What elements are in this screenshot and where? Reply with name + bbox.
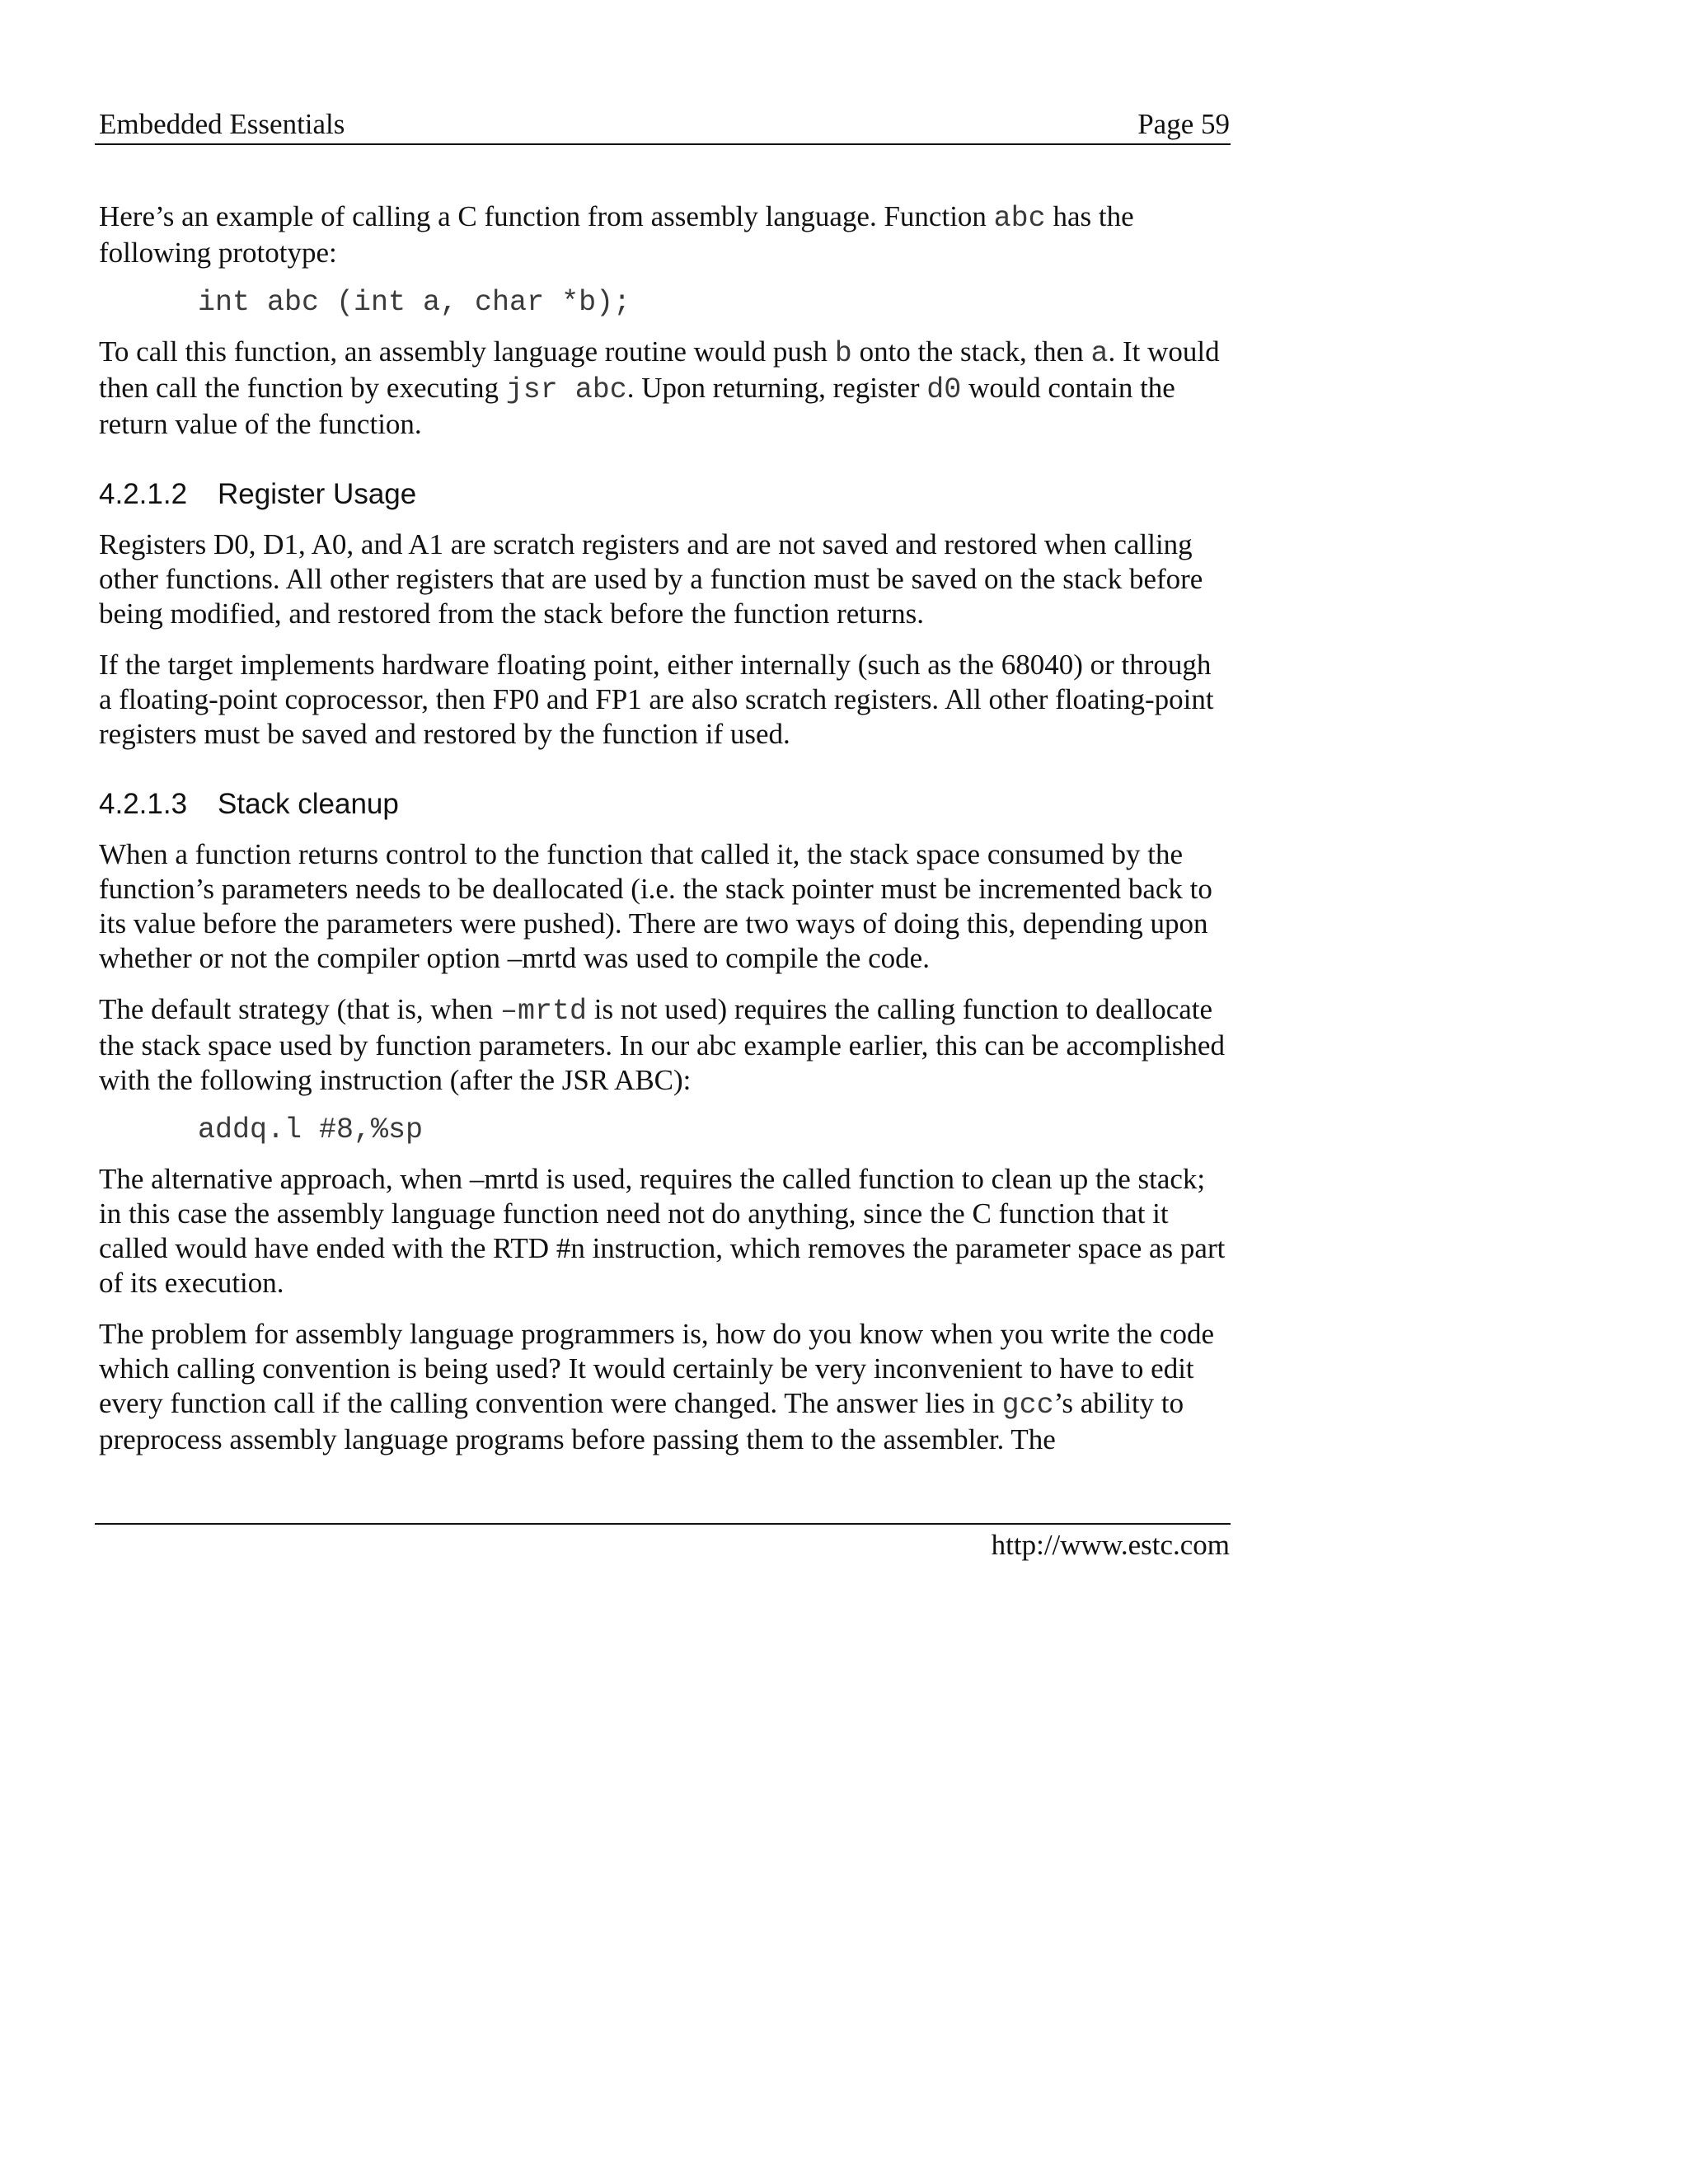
footer-rule bbox=[95, 1523, 1231, 1525]
inline-code-b: b bbox=[834, 337, 852, 370]
paragraph-stack-dealloc: When a function returns control to the function that called it, the stack space consumed by the function’s parameters needs to be deallocated (i.e. the stack pointer must be incremented back to its value before the parameters were pushed). There are two ways of doing this, depending upon whether or not the compiler option –mrtd was used to compile the code. bbox=[99, 838, 1212, 974]
inline-code-mrtd: –mrtd bbox=[499, 995, 587, 1028]
header-title: Embedded Essentials bbox=[99, 108, 345, 140]
section-number: 4.2.1.2 bbox=[99, 478, 188, 510]
header-rule bbox=[95, 143, 1231, 145]
paragraph-default-strategy bbox=[99, 992, 1230, 1098]
page-body bbox=[99, 199, 1230, 1457]
paragraph-intro bbox=[99, 199, 1230, 270]
text: . It would then call the function by executing bbox=[99, 335, 1220, 404]
code-prototype: int abc (int a, char *b); bbox=[198, 286, 631, 319]
text: The default strategy (that is, when bbox=[99, 993, 500, 1025]
code-addq: addq.l #8,%sp bbox=[198, 1113, 424, 1146]
inline-code-jsr: jsr abc bbox=[505, 373, 627, 406]
inline-code-abc: abc bbox=[993, 202, 1046, 235]
header-page-number: Page 59 bbox=[1137, 108, 1230, 140]
text: Here’s an example of calling a C function from assembly language. Function bbox=[99, 200, 994, 232]
paragraph-registers: Registers D0, D1, A0, and A1 are scratch registers and are not saved and restored when calling other functions. All other registers that are used by a function must be saved on the stack before being modified, and restored from the stack before the function returns. bbox=[99, 528, 1203, 630]
paragraph-alternative: The alternative approach, when –mrtd is used, requires the called function to clean up the stack; in this case the assembly language function need not do anything, since the C function that it called would have ended with the RTD #n instruction, which removes the parameter space as part of its execution. bbox=[99, 1163, 1226, 1299]
section-heading-register-usage bbox=[99, 476, 1230, 513]
text: ’s ability to preprocess assembly language programs before passing them to the assembler. The bbox=[99, 1387, 1184, 1455]
text: onto the stack, then bbox=[851, 335, 1091, 368]
footer-url[interactable]: http://www.estc.com bbox=[991, 1529, 1230, 1561]
text: . Upon returning, register bbox=[626, 372, 927, 404]
text: To call this function, an assembly language routine would push bbox=[99, 335, 835, 368]
page-header bbox=[97, 104, 1230, 145]
section-title: Stack cleanup bbox=[218, 788, 399, 820]
paragraph-floating-point: If the target implements hardware floating point, either internally (such as the 68040) or through a floating-point coprocessor, then FP0 and FP1 are also scratch registers. All other floating-point registers must be saved and restored by the function if used. bbox=[99, 649, 1214, 750]
inline-code-gcc: gcc bbox=[1001, 1389, 1054, 1422]
text: has the following prototype: bbox=[99, 200, 1134, 269]
text: would contain the return value of the function. bbox=[99, 372, 1175, 440]
section-heading-stack-cleanup bbox=[99, 786, 1230, 823]
inline-code-a: a bbox=[1090, 337, 1109, 370]
paragraph-call bbox=[99, 335, 1230, 442]
text: The problem for assembly language programmers is, how do you know when you write the code which calling convention is being used? It would certainly be very inconvenient to have to edit every function call if the calling convention were changed. The answer lies in bbox=[99, 1318, 1215, 1419]
paragraph-problem bbox=[99, 1317, 1230, 1457]
section-number: 4.2.1.3 bbox=[99, 788, 188, 820]
inline-code-d0: d0 bbox=[926, 373, 962, 406]
section-title: Register Usage bbox=[218, 478, 417, 510]
text: is not used) requires the calling function to deallocate the stack space used by function parameters. In our abc example earlier, this can be accomplished with the following instruction (after the JSR ABC): bbox=[99, 993, 1225, 1096]
